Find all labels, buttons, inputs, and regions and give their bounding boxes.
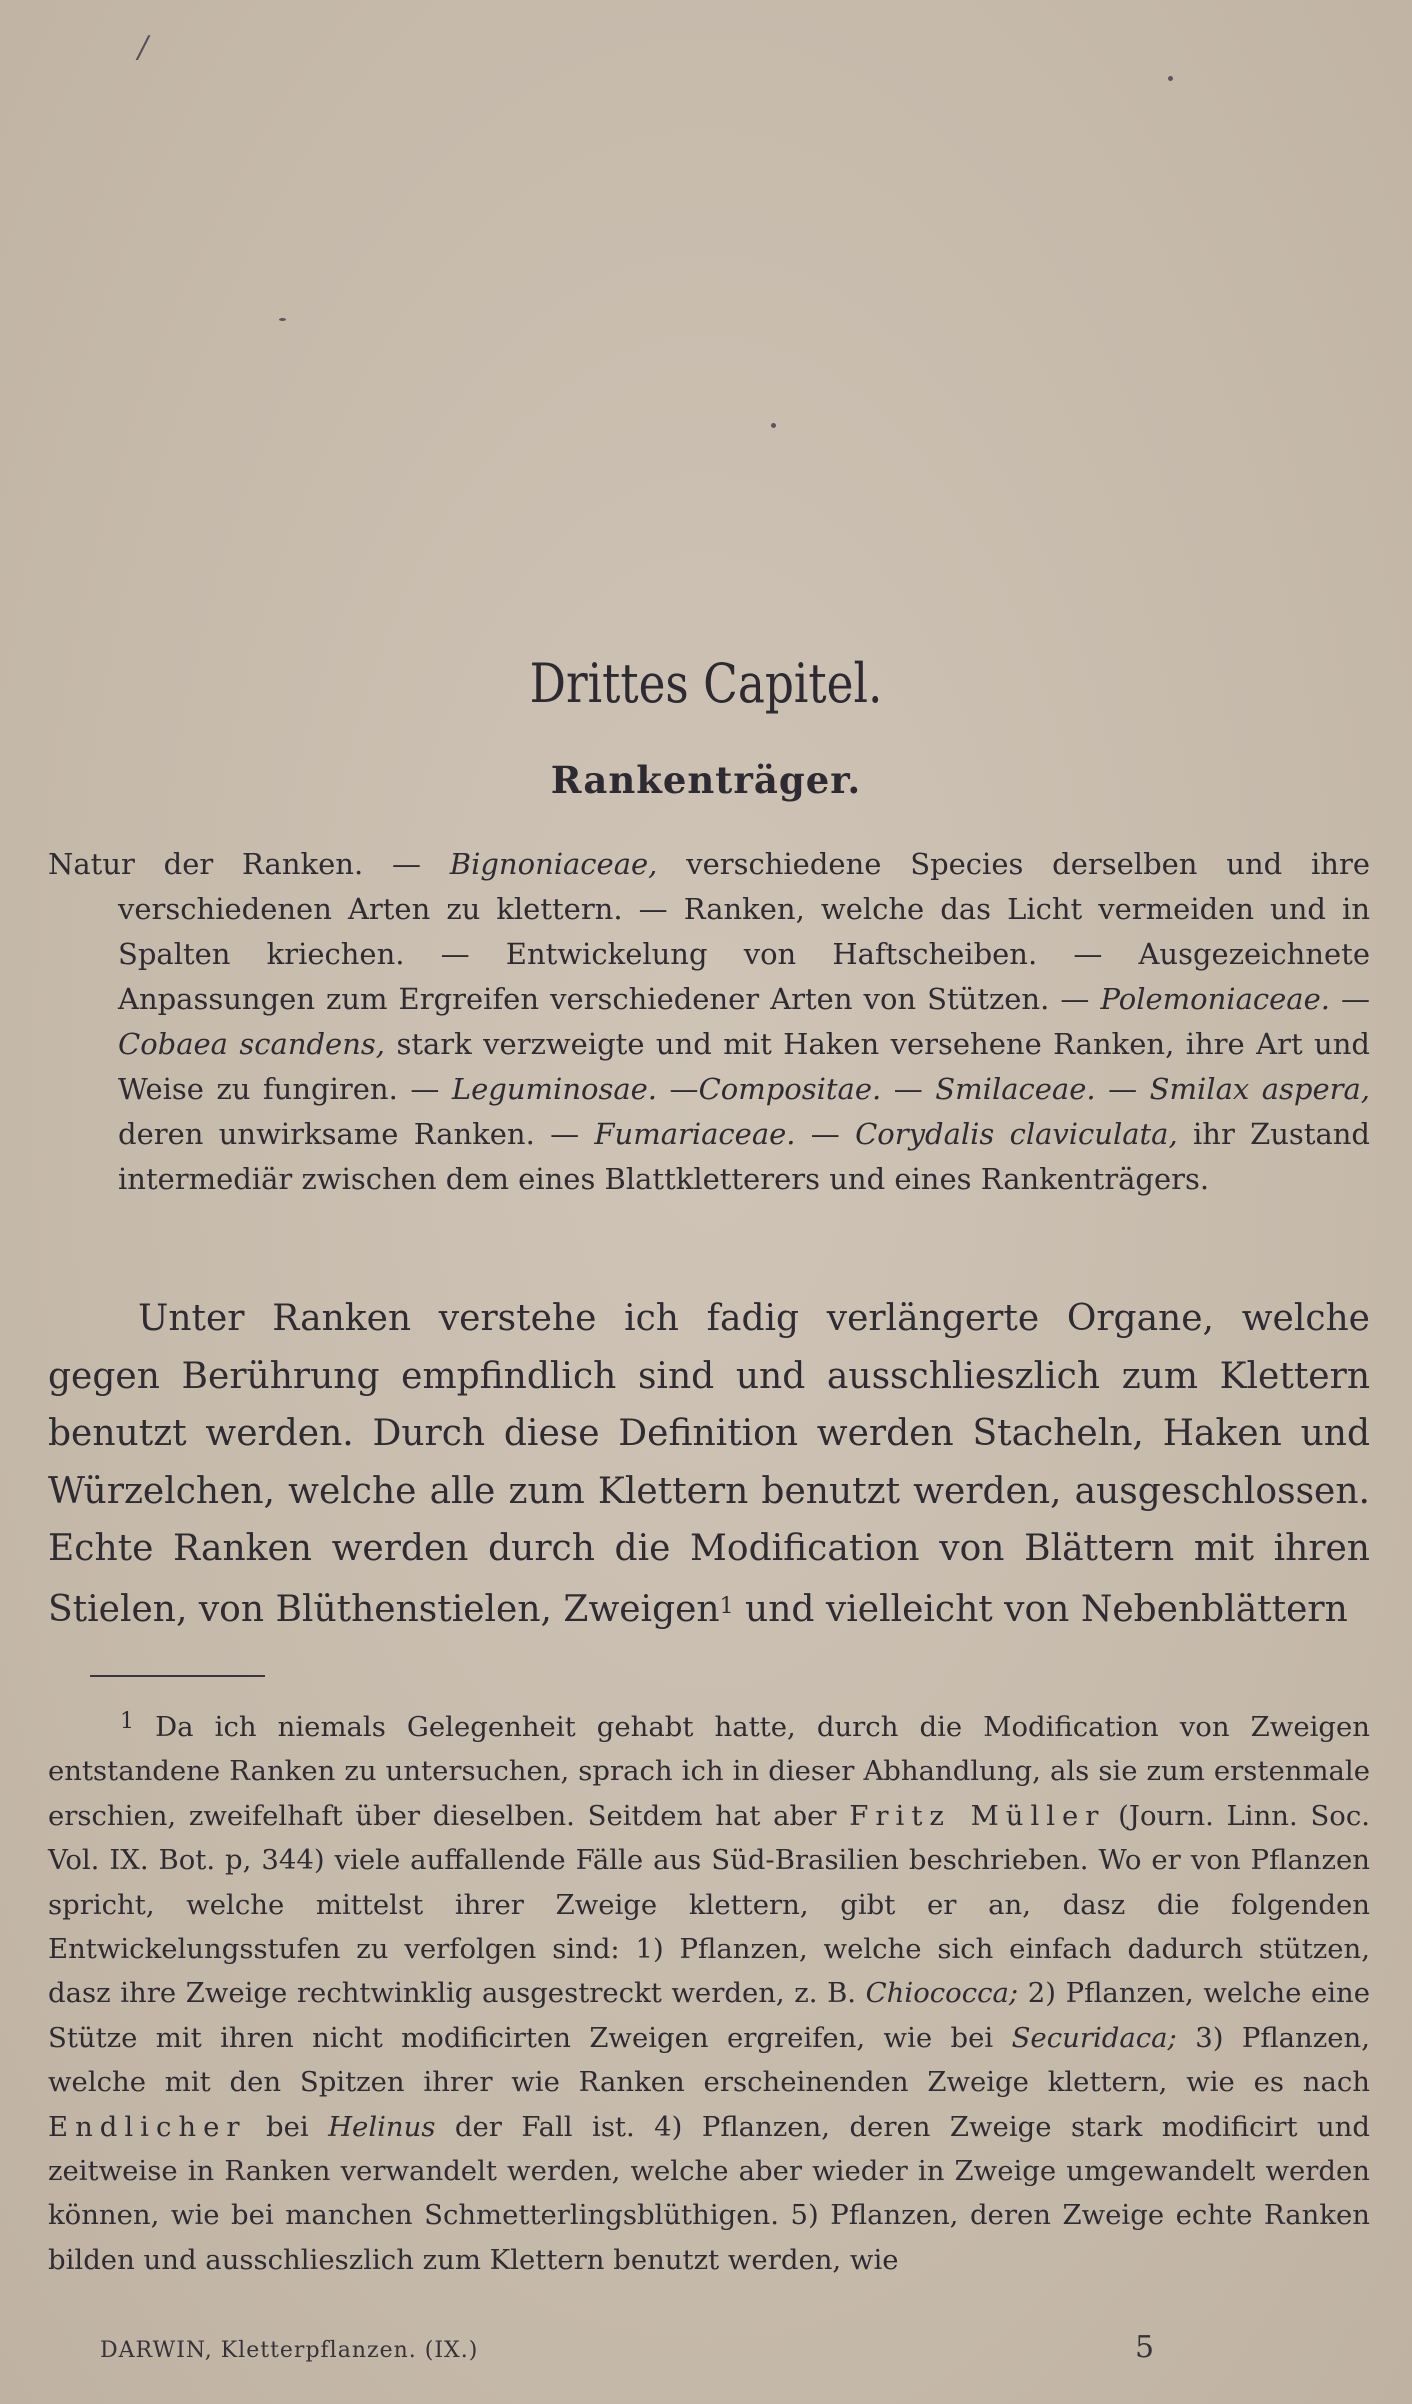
chapter-subtitle: Rankenträger. bbox=[550, 758, 862, 802]
footnote-separator bbox=[90, 1675, 265, 1677]
ink-speck bbox=[1168, 76, 1173, 81]
footnote-paragraph: $^1$ Da ich niemals Gelegenheit gehabt hatte, durch die Modification von Zweigen entstandene Ranken zu untersuchen, sprach ich in dieser Abhandlung, als sie zum erstenmale erschien, zweifelhaft über dieselben. Seitdem hat aber Fritz Müller (Journ. Linn. Soc. Vol. IX. Bot. p, 344) viele auffallende Fälle aus Süd-Brasilien beschrieben. Wo er von Pflanzen spricht, welche mittelst ihrer Zweige klettern, gibt er an, dasz die folgenden Entwickelungsstufen zu verfolgen sind: 1) Pflanzen, welche sich einfach dadurch stützen, dasz ihre Zweige rechtwinklig ausgestreckt werden, z. B. Chiococca; 2) Pflanzen, welche eine Stütze mit ihren nicht modificirten Zweigen ergreifen, wie bei Securidaca; 3) Pflanzen, welche mit den Spitzen ihrer wie Ranken erscheinenden Zweige klettern, wie es nach Endlicher bei Helinus der Fall ist. 4) Pflanzen, deren Zweige stark modificirt und zeitweise in Ranken verwandelt werden, welche aber wieder in Zweige umgewandelt werden können, wie bei manchen Schmetterlingsblüthigen. 5) Pflanzen, deren Zweige echte Ranken bilden und ausschlieszlich zum Klettern benutzt werden, wie bbox=[48, 1709, 1371, 2276]
ink-speck bbox=[279, 318, 286, 321]
signature-line: DARWIN, Kletterpflanzen. (IX.) bbox=[100, 2338, 479, 2363]
body-paragraph: Unter Ranken verstehe ich fadig verlängerte Organe, welche gegen Berührung empfindlich sind und ausschlieszlich zum Klettern benutzt werden. Durch diese Definition werden Stacheln, Haken und Würzelchen, welche alle zum Klettern benutzt werden, ausgeschlossen. Echte Ranken werden durch die Modification von Blättern mit ihren Stielen, von Blüthenstielen, Zweigen$^1$ und vielleicht von Nebenblättern bbox=[48, 1298, 1370, 1630]
summary-paragraph: Natur der Ranken. — Bignoniaceae, verschiedene Species derselben und ihre verschiedenen Arten zu klettern. — Ranken, welche das Licht vermeiden und in Spalten kriechen. — Entwickelung von Haftscheiben. — Ausgezeichnete Anpassungen zum Ergreifen verschiedener Arten von Stützen. — Polemoniaceae. — Cobaea scandens, stark verzweigte und mit Haken versehene Ranken, ihre Art und Weise zu fungiren. — Leguminosae. —Compositae. — Smilaceae. — Smilax aspera, deren unwirksame Ranken. — Fumariaceae. — Corydalis claviculata, ihr Zustand intermediär zwischen dem eines Blattkletterers und eines Rankenträgers. bbox=[48, 847, 1371, 1196]
footnote bbox=[48, 1700, 1370, 2282]
footnote-marker: 1 bbox=[120, 1709, 134, 1734]
ink-speck bbox=[771, 423, 776, 428]
chapter-summary bbox=[48, 842, 1370, 1202]
page-number: 5 bbox=[1135, 2330, 1155, 2365]
chapter-title: Drittes Capitel. bbox=[529, 652, 883, 715]
footnote-reference[interactable]: 1 bbox=[719, 1593, 734, 1619]
body-text bbox=[48, 1290, 1370, 1638]
margin-mark: / bbox=[138, 30, 149, 65]
